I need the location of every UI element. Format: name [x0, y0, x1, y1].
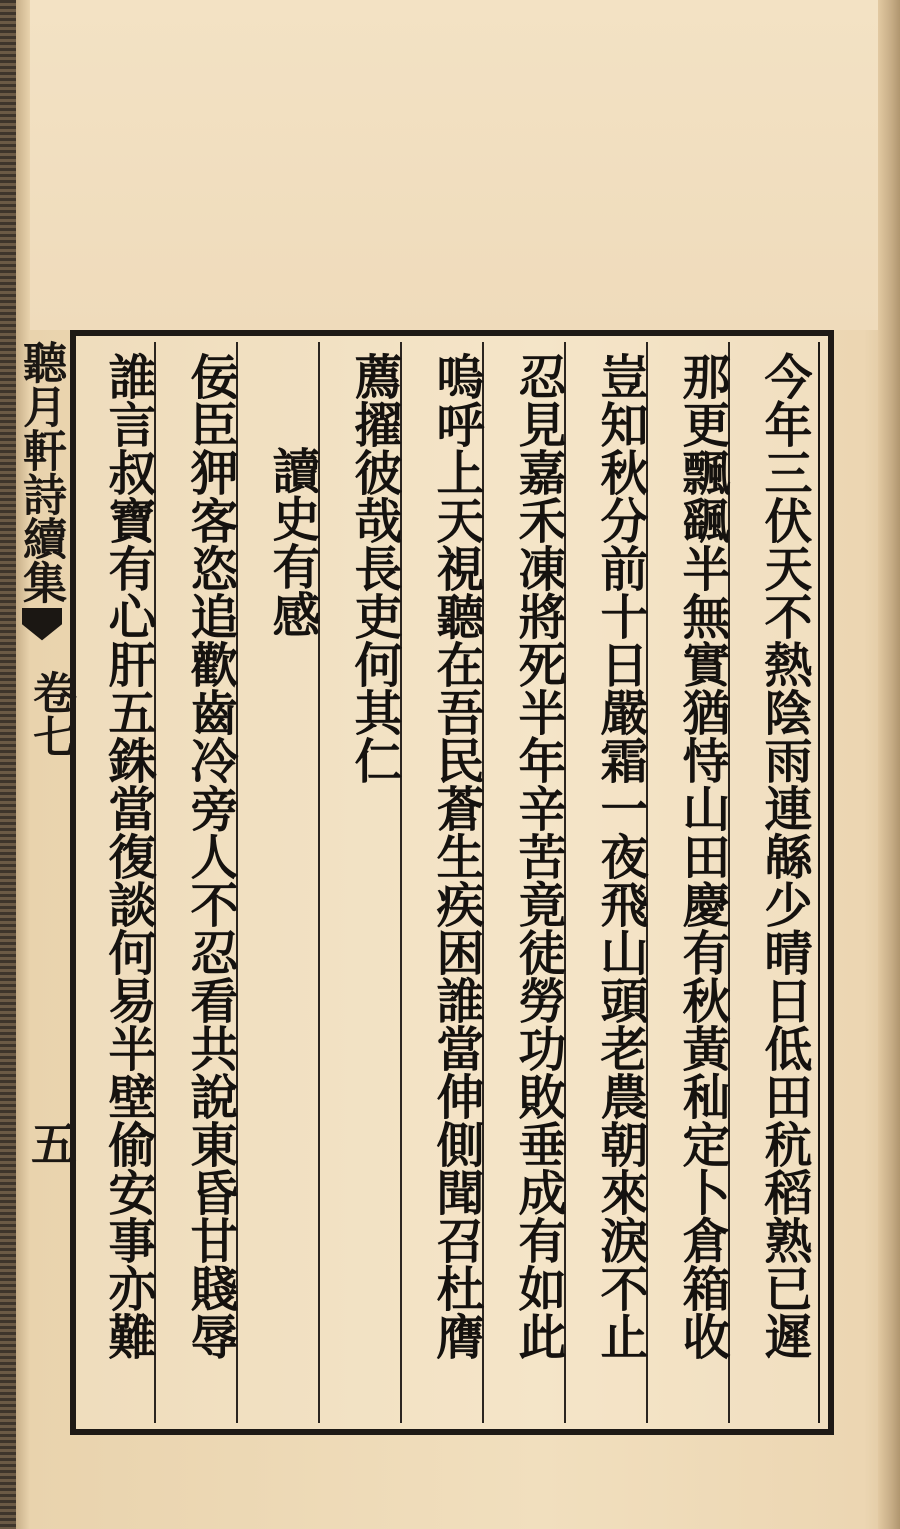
text-column-9	[88, 352, 168, 1419]
text-column-1	[744, 352, 824, 1419]
column-text: 誰言叔寶有心肝五銖當復談何易半壁偷安事亦難	[100, 352, 156, 1360]
margin-heading	[14, 340, 78, 1430]
book-title: 聽月軒詩續集	[15, 340, 66, 604]
column-text: 豈知秋分前十日嚴霜一夜飛山頭老農朝來淚不止	[592, 352, 648, 1360]
text-column-5	[416, 352, 496, 1419]
column-text: 嗚呼上天視聽在吾民蒼生疾困誰當伸側聞召杜膺	[428, 352, 484, 1360]
leaf-number: 五	[24, 1120, 78, 1166]
column-text: 薦擢彼哉長吏何其仁	[346, 352, 402, 784]
volume-label: 卷七	[25, 670, 76, 758]
upper-margin	[30, 0, 878, 330]
text-column-4	[498, 352, 578, 1419]
text-frame	[70, 330, 834, 1435]
text-column-6	[334, 352, 414, 1419]
column-text: 忍見嘉禾凍將死半年辛苦竟徒勞功敗垂成有如此	[510, 352, 566, 1360]
poem-title-column	[252, 446, 332, 1419]
text-column-2	[662, 352, 742, 1419]
column-text: 那更飄颻半無實猶恃山田慶有秋黃秈定卜倉箱收	[674, 352, 730, 1360]
poem-title: 讀史有感	[264, 446, 320, 638]
text-column-8	[170, 352, 250, 1419]
column-text: 佞臣狎客恣追歡齒冷旁人不忍看共說東昏甘賤辱	[182, 352, 238, 1360]
text-column-3	[580, 352, 660, 1419]
right-page-edge	[878, 0, 900, 1529]
column-text: 今年三伏天不熱陰雨連緜少晴日低田秔稻熟已遲	[756, 352, 812, 1360]
